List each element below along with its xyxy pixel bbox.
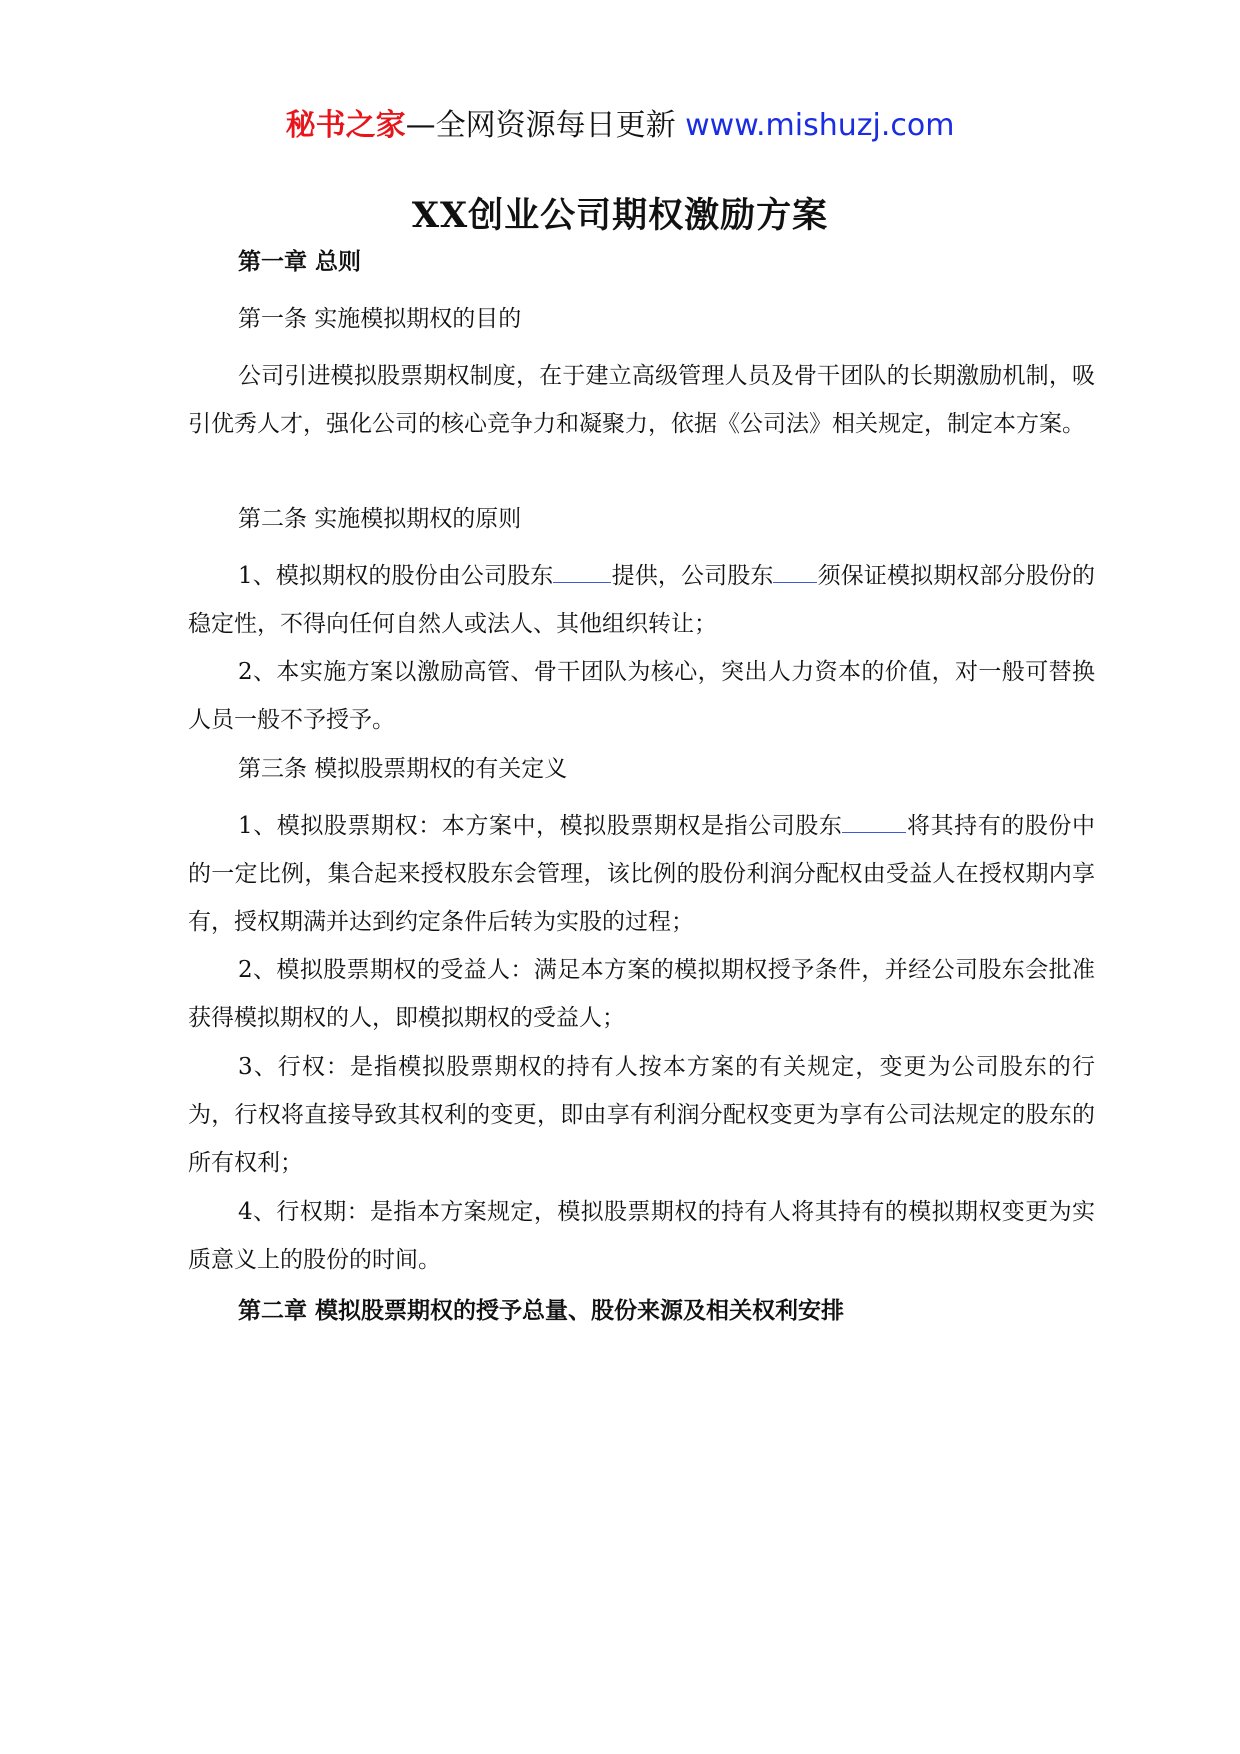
- article-3-item-4: 4、行权期：是指本方案规定，模拟股票期权的持有人将其持有的模拟期权变更为实质意义上的股份的时间。: [188, 1199, 1095, 1273]
- document-title: XX创业公司期权激励方案: [411, 195, 829, 236]
- banner-slogan: —全网资源每日更新: [405, 108, 686, 143]
- shareholder-blank-1: [553, 558, 611, 583]
- article-2-item-1: [188, 552, 1095, 648]
- article-3-heading: 第三条 模拟股票期权的有关定义: [238, 756, 568, 782]
- article-2-item-1-part-2: 提供，公司股东: [611, 563, 774, 589]
- article-2-item-1-part-3: 须保证模拟期权部分股份的稳定性，不得向任何自然人或法人、其他组织转让；: [188, 563, 1096, 637]
- shareholder-blank-3: [842, 808, 906, 833]
- site-banner: [0, 100, 1240, 144]
- banner-brand: 秘书之家: [285, 108, 406, 143]
- shareholder-blank-2: [773, 558, 817, 583]
- article-2-heading: 第二条 实施模拟期权的原则: [238, 506, 522, 532]
- chapter-1-heading: 第一章 总则: [238, 248, 362, 275]
- article-1-heading: 第一条 实施模拟期权的目的: [238, 306, 522, 332]
- article-3-item-3: 3、行权：是指模拟股票期权的持有人按本方案的有关规定，变更为公司股东的行为，行权将直接导致其权利的变更，即由享有利润分配权变更为享有公司法规定的股东的所有权利；: [188, 1054, 1095, 1176]
- banner-url-link[interactable]: www.mishuzj.com: [685, 108, 955, 143]
- article-1-body: 公司引进模拟股票期权制度，在于建立高级管理人员及骨干团队的长期激励机制，吸引优秀人才，强化公司的核心竞争力和凝聚力，依据《公司法》相关规定，制定本方案。: [188, 363, 1095, 437]
- article-3-item-1-part-2: 将其持有的股份中的一定比例，集合起来授权股东会管理，该比例的股份利润分配权由受益人在授权期内享有，授权期满并达到约定条件后转为实股的过程；: [188, 813, 1095, 935]
- chapter-2-heading: 第二章 模拟股票期权的授予总量、股份来源及相关权利安排: [238, 1297, 845, 1324]
- article-3-item-2: 2、模拟股票期权的受益人：满足本方案的模拟期权授予条件，并经公司股东会批准获得模拟期权的人，即模拟期权的受益人；: [188, 957, 1095, 1031]
- article-2-item-1-part-1: 1、模拟期权的股份由公司股东: [238, 563, 554, 589]
- article-3-item-1-part-1: 1、模拟股票期权：本方案中，模拟股票期权是指公司股东: [238, 813, 843, 839]
- article-3-item-1: [188, 802, 1095, 946]
- article-2-item-2: 2、本实施方案以激励高管、骨干团队为核心，突出人力资本的价值，对一般可替换人员一般不予授予。: [188, 659, 1095, 733]
